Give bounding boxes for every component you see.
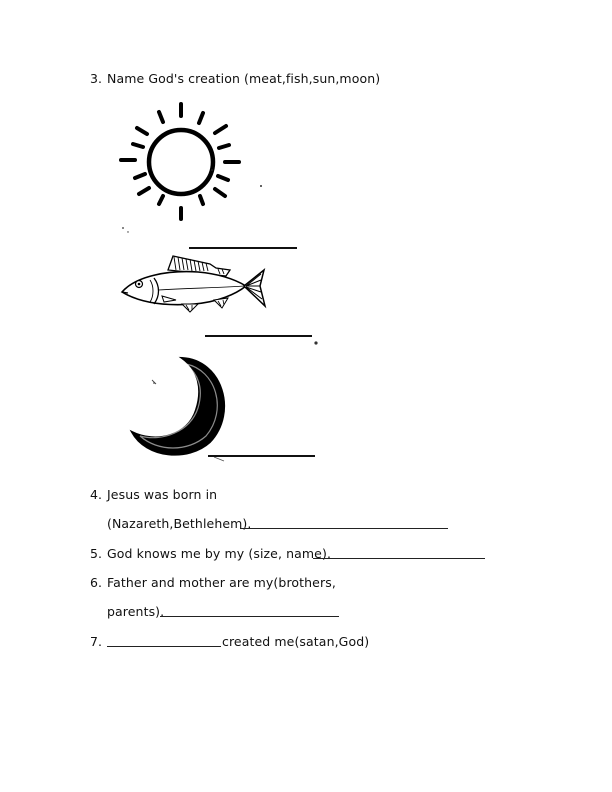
question-text: Name God's creation (meat,fish,sun,moon) bbox=[107, 71, 381, 86]
question-text: created me(satan,God) bbox=[222, 634, 370, 649]
question-number: 6. bbox=[90, 575, 103, 590]
question-number: 4. bbox=[90, 487, 103, 502]
question-number: 3. bbox=[90, 71, 103, 86]
question-options: parents). bbox=[107, 604, 165, 619]
question-options: (Nazareth,Bethlehem). bbox=[107, 516, 252, 531]
answer-line-q6[interactable] bbox=[160, 616, 339, 617]
question-7-text bbox=[222, 634, 369, 650]
fish-icon bbox=[118, 252, 268, 314]
answer-line-fish[interactable] bbox=[205, 335, 312, 337]
answer-line-q7[interactable] bbox=[107, 646, 221, 647]
sun-icon bbox=[115, 100, 245, 225]
question-number: 7. bbox=[90, 634, 103, 649]
answer-line-q5[interactable] bbox=[313, 558, 485, 559]
answer-line-sun[interactable] bbox=[189, 247, 297, 249]
answer-line-moon[interactable] bbox=[208, 455, 315, 457]
moon-icon bbox=[126, 352, 236, 462]
question-text: Jesus was born in bbox=[107, 487, 218, 502]
question-text: Father and mother are my(brothers, bbox=[107, 575, 336, 590]
question-text: God knows me by my (size, name). bbox=[107, 546, 332, 561]
question-number: 5. bbox=[90, 546, 103, 561]
answer-line-q4[interactable] bbox=[240, 528, 448, 529]
